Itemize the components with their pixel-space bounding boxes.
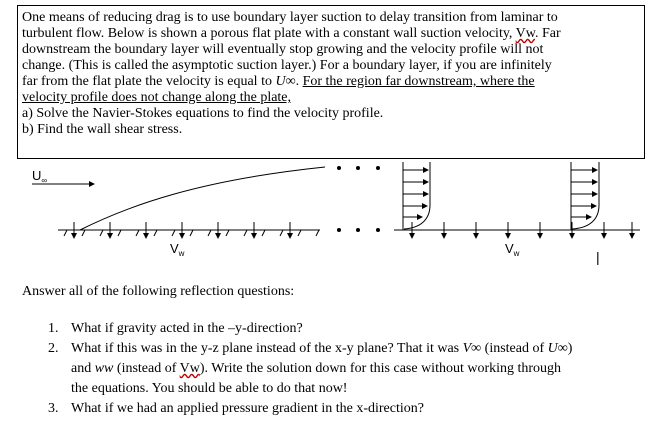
velocity-profile-2 — [571, 162, 599, 230]
part-a: a) Solve the Navier-Stokes equations to find the velocity profile. — [22, 106, 384, 121]
u-infinity-symbol-q2: U∞ — [547, 341, 568, 356]
problem-line-4: change. (This is called the asymptotic suction layer.) For a boundary layer, if you are infinitely — [22, 58, 552, 73]
u-infinity-symbol: U∞ — [275, 74, 296, 89]
continuation-dots-top — [337, 166, 380, 170]
velocity-profile-1 — [403, 162, 430, 230]
problem-line-6: velocity profile does not change along the plate, — [22, 90, 292, 105]
vw-symbol-q2: Vw — [179, 361, 200, 376]
problem-line-1: One means of reducing drag is to use boundary layer suction to delay transition from laminar to — [22, 10, 558, 25]
porous-plate-right — [394, 222, 640, 238]
flat-plate-diagram — [0, 158, 663, 278]
problem-line-5: far from the flat plate the velocity is equal to U∞. For the region far downstream, where the — [22, 74, 535, 89]
ww-symbol: ww — [94, 361, 114, 376]
problem-line-2: turbulent flow. Below is shown a porous flat plate with a constant wall suction velocity, Vw. Far — [22, 26, 561, 41]
text-cursor: | — [596, 249, 600, 265]
u-infinity-label: $U_\infty$ — [32, 168, 48, 185]
problem-statement — [17, 5, 645, 159]
part-b: b) Find the wall shear stress. — [22, 122, 183, 137]
question-3: 3. What if we had an applied pressure gradient in the x-direction? — [48, 401, 424, 416]
problem-line-3: downstream the boundary layer will eventually stop growing and the velocity profile will not — [22, 42, 544, 57]
v-infinity-symbol: V∞ — [462, 341, 482, 356]
vw-label-left: $V_w$ — [170, 241, 185, 258]
vw-symbol: Vw — [515, 26, 535, 41]
vw-label-right: $V_w$ — [505, 241, 520, 258]
question-1: 1. What if gravity acted in the –y-direction? — [48, 321, 303, 336]
continuation-dots-bottom — [337, 228, 380, 232]
boundary-layer-edge — [80, 167, 325, 230]
answer-heading: Answer all of the following reflection questions: — [22, 284, 295, 299]
reflection-questions — [48, 319, 648, 419]
question-2: 2. What if this was in the y-z plane instead of the x-y plane? That it was V∞ (instead of U∞) and ww (instead of Vw). Write the solution down for this case without working through the equations. You should be able to do that now! — [48, 341, 573, 396]
porous-plate-left — [58, 230, 320, 236]
